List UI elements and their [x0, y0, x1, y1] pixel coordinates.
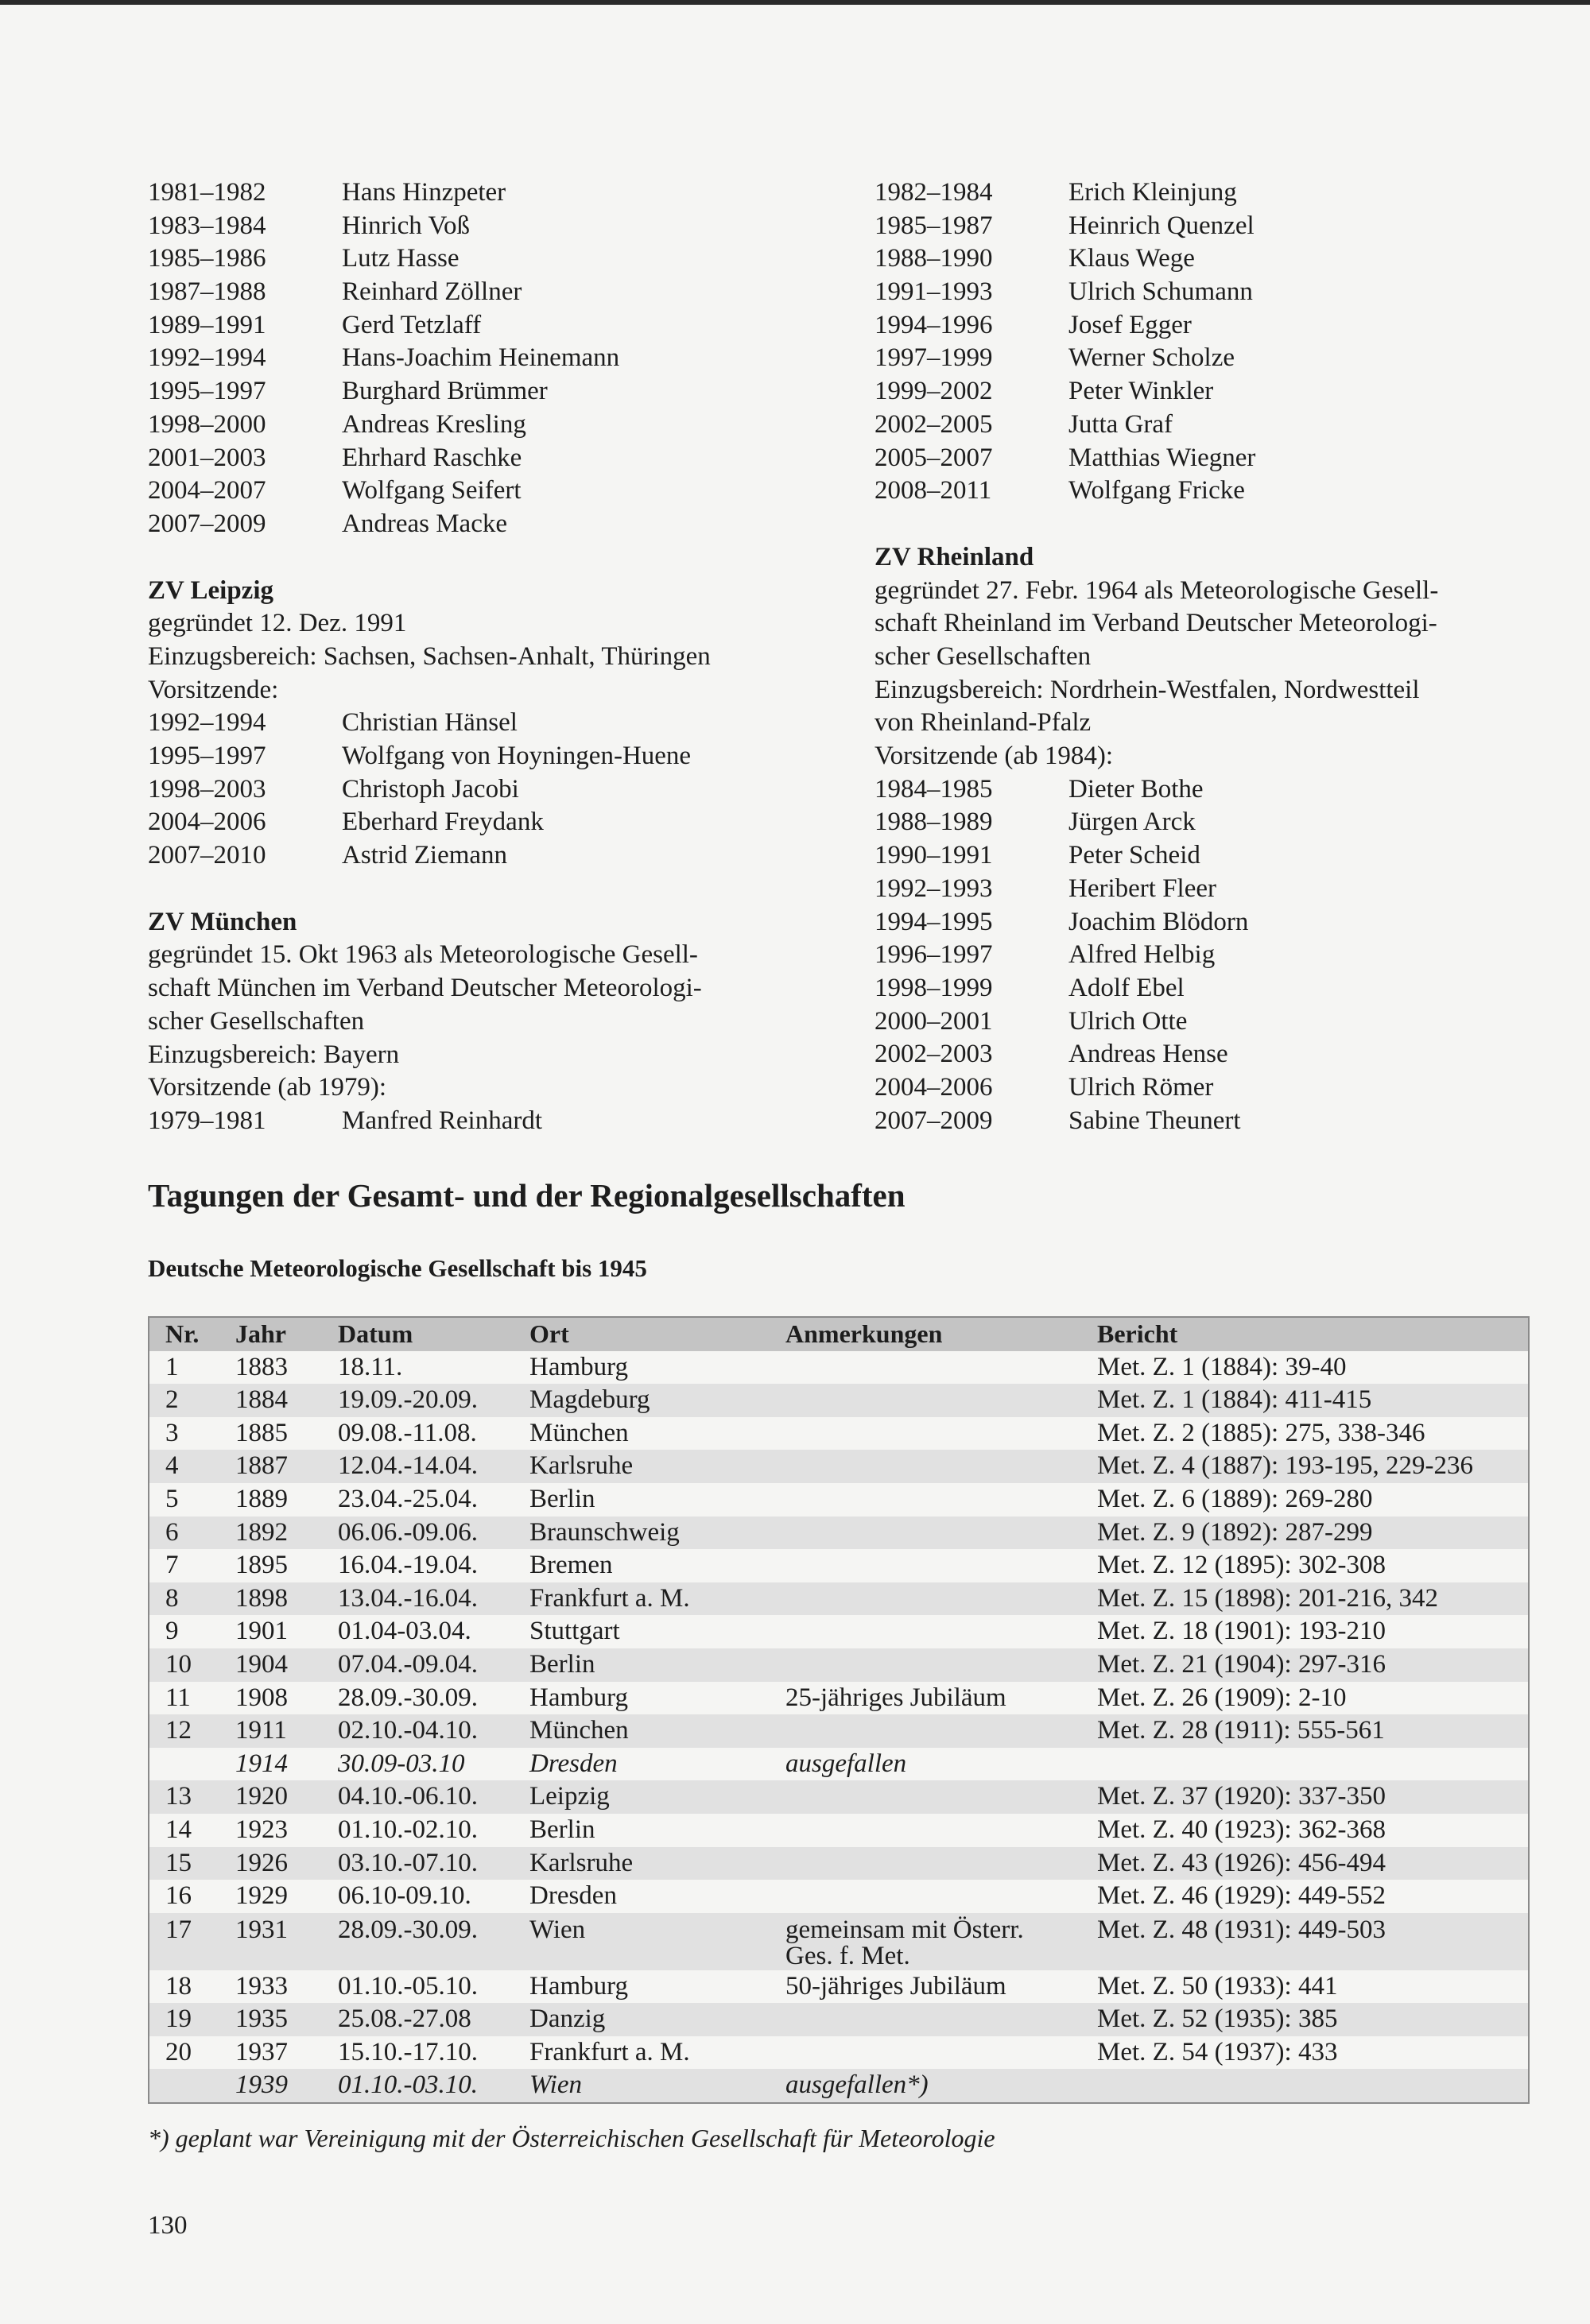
cell-anmerkungen-line2: Ges. f. Met.: [785, 1941, 910, 1970]
muenchen-heading: ZV München: [148, 907, 297, 936]
rheinland-area-line2: von Rheinland-Pfalz: [874, 708, 1092, 738]
list-item: [148, 409, 800, 442]
cell-nr: 13: [165, 1782, 192, 1811]
cell-datum: 30.09-03.10: [338, 1749, 465, 1778]
list-item: [148, 309, 800, 343]
list-item: [874, 939, 1528, 972]
term-years: 1992–1994: [148, 708, 266, 738]
chair-name: Adolf Ebel: [1068, 973, 1185, 1002]
cell-bericht: Met. Z. 54 (1937): 433: [1097, 2037, 1338, 2066]
header-nr: Nr.: [165, 1319, 200, 1348]
cell-ort: Frankfurt a. M.: [529, 2037, 690, 2066]
chair-name: Lutz Hasse: [342, 244, 460, 273]
list-item: [148, 442, 800, 475]
cell-nr: 8: [165, 1583, 179, 1613]
table-row: [149, 1748, 1528, 1781]
cell-jahr: 1895: [235, 1551, 288, 1580]
list-item: [148, 276, 800, 309]
term-years: 1982–1984: [874, 178, 993, 207]
table-row: [149, 1880, 1528, 1913]
cell-jahr: 1920: [235, 1782, 288, 1811]
muenchen-founded-line1: gegründet 15. Okt 1963 als Meteorologische Gesell-: [148, 940, 698, 970]
cell-jahr: 1935: [235, 2004, 288, 2034]
table-row: [149, 1814, 1528, 1847]
cell-ort: Frankfurt a. M.: [529, 1583, 690, 1613]
cell-nr: 12: [165, 1716, 192, 1745]
chair-name: Hans-Joachim Heinemann: [342, 343, 620, 373]
term-years: 1992–1994: [148, 343, 266, 373]
cell-ort: Karlsruhe: [529, 1848, 634, 1877]
cell-nr: 20: [165, 2037, 192, 2066]
term-years: 1989–1991: [148, 310, 266, 339]
chair-name: Peter Winkler: [1068, 377, 1214, 406]
term-years: 1998–2000: [148, 409, 266, 439]
table-row: [149, 1417, 1528, 1451]
cell-nr: 19: [165, 2004, 192, 2034]
cell-jahr: 1937: [235, 2037, 288, 2066]
cell-bericht: Met. Z. 37 (1920): 337-350: [1097, 1782, 1386, 1811]
cell-nr: 17: [165, 1915, 192, 1944]
table-row: [149, 1351, 1528, 1385]
chair-name: Matthias Wiegner: [1068, 443, 1256, 472]
cell-datum: 16.04.-19.04.: [338, 1551, 478, 1580]
chair-name: Gerd Tetzlaff: [342, 310, 482, 339]
table-row: [149, 1549, 1528, 1582]
table-row: [149, 1970, 1528, 2004]
cell-nr: 9: [165, 1617, 179, 1646]
cell-ort: Hamburg: [529, 1352, 629, 1381]
header-datum: Datum: [338, 1319, 413, 1348]
cell-datum: 18.11.: [338, 1352, 403, 1381]
term-years: 1998–1999: [874, 973, 993, 1002]
rheinland-founded-line2: schaft Rheinland im Verband Deutscher Meteorologi-: [874, 609, 1437, 638]
cell-jahr: 1892: [235, 1517, 288, 1547]
chair-name: Werner Scholze: [1068, 343, 1235, 373]
chair-name: Klaus Wege: [1068, 244, 1195, 273]
cell-jahr: 1889: [235, 1484, 288, 1513]
chair-list-continued-right: [874, 176, 1528, 508]
chair-name: Astrid Ziemann: [342, 841, 508, 870]
term-years: 1985–1987: [874, 211, 993, 240]
cell-bericht: Met. Z. 26 (1909): 2-10: [1097, 1683, 1347, 1712]
list-item: [148, 210, 800, 243]
list-item: [148, 342, 800, 375]
cell-bericht: Met. Z. 48 (1931): 449-503: [1097, 1915, 1386, 1944]
cell-nr: 5: [165, 1484, 179, 1513]
list-item: [148, 707, 800, 740]
chair-name: Andreas Kresling: [342, 409, 526, 439]
table-body: [149, 1351, 1528, 2102]
cell-ort: München: [529, 1418, 629, 1447]
cell-nr: 18: [165, 1971, 192, 2001]
subsection-title: Deutsche Meteorologische Gesellschaft bis 1945: [148, 1254, 647, 1282]
cell-datum: 15.10.-17.10.: [338, 2037, 478, 2066]
list-item: [148, 242, 800, 276]
term-years: 1999–2002: [874, 377, 993, 406]
cell-ort: Karlsruhe: [529, 1451, 634, 1481]
table-row: [149, 1714, 1528, 1748]
rheinland-area-line1: Einzugsbereich: Nordrhein-Westfalen, Nordwestteil: [874, 675, 1420, 704]
cell-datum: 01.10.-02.10.: [338, 1815, 478, 1844]
cell-datum: 28.09.-30.09.: [338, 1683, 478, 1712]
term-years: 2005–2007: [874, 443, 993, 472]
term-years: 1988–1989: [874, 808, 993, 837]
term-years: 1987–1988: [148, 277, 266, 307]
term-years: 1985–1986: [148, 244, 266, 273]
table-row: [149, 1450, 1528, 1483]
cell-jahr: 1885: [235, 1418, 288, 1447]
rheinland-founded-line1: gegründet 27. Febr. 1964 als Meteorologische Gesell-: [874, 575, 1439, 605]
list-item: [874, 176, 1528, 210]
cell-ort: Hamburg: [529, 1683, 629, 1712]
page-top-edge: [0, 0, 1590, 5]
cell-anmerkungen: 25-jähriges Jubiläum: [785, 1683, 1006, 1712]
header-ort: Ort: [529, 1319, 569, 1348]
cell-datum: 25.08.-27.08: [338, 2004, 471, 2034]
cell-bericht: Met. Z. 43 (1926): 456-494: [1097, 1848, 1386, 1877]
table-header-row: [149, 1318, 1528, 1351]
table-row: [149, 2036, 1528, 2070]
cell-nr: 10: [165, 1649, 192, 1679]
leipzig-founded: gegründet 12. Dez. 1991: [148, 609, 407, 638]
chair-name: Andreas Macke: [342, 509, 507, 538]
list-item: [874, 309, 1528, 343]
chair-name: Jürgen Arck: [1068, 808, 1196, 837]
cell-nr: 1: [165, 1352, 179, 1381]
list-item: [874, 1038, 1528, 1071]
list-item: [148, 474, 800, 508]
list-item: [148, 806, 800, 839]
term-years: 1983–1984: [148, 211, 266, 240]
muenchen-founded-line3: scher Gesellschaften: [148, 1006, 365, 1036]
cell-jahr: 1926: [235, 1848, 288, 1877]
term-years: 2007–2009: [874, 1106, 993, 1135]
chair-name: Andreas Hense: [1068, 1040, 1228, 1069]
cell-ort: Danzig: [529, 2004, 606, 2034]
cell-bericht: Met. Z. 21 (1904): 297-316: [1097, 1649, 1386, 1679]
cell-ort: Berlin: [529, 1484, 595, 1513]
list-item: [874, 906, 1528, 939]
table-row: [149, 1648, 1528, 1682]
meetings-table: [148, 1316, 1530, 2104]
list-item: [874, 839, 1528, 873]
list-item: [148, 176, 800, 210]
cell-ort: Wien: [529, 1915, 586, 1944]
table-row: [149, 1483, 1528, 1516]
term-years: 1984–1985: [874, 774, 993, 804]
term-years: 2002–2005: [874, 409, 993, 439]
table-row: [149, 1582, 1528, 1616]
chair-name: Dieter Bothe: [1068, 774, 1204, 804]
list-item: [148, 773, 800, 807]
cell-jahr: 1887: [235, 1451, 288, 1481]
table-row: [149, 2069, 1528, 2102]
right-column: [874, 176, 1528, 1137]
cell-ort: Wien: [529, 2070, 582, 2100]
cell-bericht: Met. Z. 40 (1923): 362-368: [1097, 1815, 1386, 1844]
cell-jahr: 1923: [235, 1815, 288, 1844]
list-item: [148, 508, 800, 541]
cell-jahr: 1884: [235, 1385, 288, 1415]
table-row: [149, 1384, 1528, 1417]
term-years: 1990–1991: [874, 841, 993, 870]
term-years: 1992–1993: [874, 873, 993, 903]
cell-ort: Braunschweig: [529, 1517, 680, 1547]
chair-name: Ulrich Schumann: [1068, 277, 1253, 307]
term-years: 1994–1995: [874, 907, 993, 936]
list-item: [874, 210, 1528, 243]
cell-bericht: Met. Z. 6 (1889): 269-280: [1097, 1484, 1373, 1513]
leipzig-chairs-label: Vorsitzende:: [148, 675, 279, 704]
cell-jahr: 1898: [235, 1583, 288, 1613]
rheinland-founded-line3: scher Gesellschaften: [874, 641, 1092, 671]
cell-anmerkungen: [785, 1917, 1024, 1970]
cell-anmerkungen: ausgefallen*): [785, 2070, 929, 2100]
chair-name: Burghard Brümmer: [342, 377, 548, 406]
term-years: 2004–2006: [148, 808, 266, 837]
left-column: [148, 176, 800, 1138]
chair-name: Erich Kleinjung: [1068, 178, 1237, 207]
cell-anmerkungen: 50-jähriges Jubiläum: [785, 1971, 1006, 2001]
footnote: *) geplant war Vereinigung mit der Österreichischen Gesellschaft für Meteorologie: [148, 2124, 995, 2152]
cell-bericht: Met. Z. 4 (1887): 193-195, 229-236: [1097, 1451, 1473, 1481]
leipzig-chair-list: [148, 707, 800, 872]
chair-name: Eberhard Freydank: [342, 808, 544, 837]
section-title: Tagungen der Gesamt- und der Regionalgesellschaften: [148, 1177, 906, 1214]
term-years: 1994–1996: [874, 310, 993, 339]
cell-jahr: 1901: [235, 1617, 288, 1646]
cell-nr: 7: [165, 1551, 179, 1580]
cell-bericht: Met. Z. 1 (1884): 39-40: [1097, 1352, 1347, 1381]
cell-ort: Dresden: [529, 1881, 617, 1911]
cell-datum: 23.04.-25.04.: [338, 1484, 478, 1513]
table-row: [149, 1615, 1528, 1648]
list-item: [874, 276, 1528, 309]
cell-anmerkungen-line1: gemeinsam mit Österr.: [785, 1915, 1024, 1944]
cell-datum: 01.04-03.04.: [338, 1617, 471, 1646]
cell-jahr: 1931: [235, 1915, 288, 1944]
cell-bericht: Met. Z. 46 (1929): 449-552: [1097, 1881, 1386, 1911]
cell-jahr: 1933: [235, 1971, 288, 2001]
chair-name: Alfred Helbig: [1068, 940, 1216, 970]
header-anmerkungen: Anmerkungen: [785, 1319, 943, 1348]
rheinland-heading: ZV Rheinland: [874, 542, 1034, 571]
cell-datum: 06.06.-09.06.: [338, 1517, 478, 1547]
list-item: [874, 1005, 1528, 1039]
list-item: [874, 773, 1528, 807]
list-item: [874, 474, 1528, 508]
cell-ort: Stuttgart: [529, 1617, 620, 1646]
cell-datum: 02.10.-04.10.: [338, 1716, 478, 1745]
list-item: [874, 873, 1528, 906]
cell-nr: 3: [165, 1418, 179, 1447]
term-years: 1995–1997: [148, 377, 266, 406]
cell-datum: 03.10.-07.10.: [338, 1848, 478, 1877]
cell-jahr: 1904: [235, 1649, 288, 1679]
cell-jahr: 1929: [235, 1881, 288, 1911]
list-item: [874, 342, 1528, 375]
chair-name: Ulrich Otte: [1068, 1006, 1188, 1036]
cell-ort: Berlin: [529, 1649, 595, 1679]
cell-datum: 19.09.-20.09.: [338, 1385, 478, 1415]
chair-name: Joachim Blödorn: [1068, 907, 1249, 936]
chair-name: Wolfgang Fricke: [1068, 476, 1245, 505]
cell-datum: 07.04.-09.04.: [338, 1649, 478, 1679]
chair-name: Heribert Fleer: [1068, 873, 1216, 903]
cell-jahr: 1908: [235, 1683, 288, 1712]
cell-datum: 28.09.-30.09.: [338, 1915, 478, 1944]
cell-jahr: 1911: [235, 1716, 287, 1745]
list-item: [148, 740, 800, 773]
leipzig-heading: ZV Leipzig: [148, 575, 273, 605]
cell-ort: Bremen: [529, 1551, 613, 1580]
cell-datum: 09.08.-11.08.: [338, 1418, 477, 1447]
cell-datum: 13.04.-16.04.: [338, 1583, 478, 1613]
term-years: 1998–2003: [148, 774, 266, 804]
chair-name: Peter Scheid: [1068, 841, 1200, 870]
chair-name: Sabine Theunert: [1068, 1106, 1241, 1135]
list-item: [874, 1105, 1528, 1138]
cell-nr: 11: [165, 1683, 191, 1712]
cell-jahr: 1883: [235, 1352, 288, 1381]
cell-jahr: 1914: [235, 1749, 288, 1778]
cell-bericht: Met. Z. 50 (1933): 441: [1097, 1971, 1338, 2001]
chair-name: Christoph Jacobi: [342, 774, 519, 804]
list-item: [874, 972, 1528, 1005]
cell-datum: 04.10.-06.10.: [338, 1782, 478, 1811]
chair-name: Wolfgang von Hoyningen-Huene: [342, 742, 692, 771]
cell-bericht: Met. Z. 12 (1895): 302-308: [1097, 1551, 1386, 1580]
term-years: 1981–1982: [148, 178, 266, 207]
rheinland-chairs-label: Vorsitzende (ab 1984):: [874, 742, 1113, 771]
chair-name: Reinhard Zöllner: [342, 277, 522, 307]
cell-ort: Berlin: [529, 1815, 595, 1844]
muenchen-area: Einzugsbereich: Bayern: [148, 1040, 400, 1069]
table-row: [149, 1682, 1528, 1715]
chair-name: Ulrich Römer: [1068, 1072, 1214, 1102]
muenchen-chairs-label: Vorsitzende (ab 1979):: [148, 1073, 386, 1102]
cell-bericht: Met. Z. 9 (1892): 287-299: [1097, 1517, 1373, 1547]
cell-nr: 16: [165, 1881, 192, 1911]
table-row: [149, 1516, 1528, 1550]
leipzig-area: Einzugsbereich: Sachsen, Sachsen-Anhalt, Thüringen: [148, 641, 711, 671]
table-row: [149, 1847, 1528, 1881]
cell-datum: 01.10.-03.10.: [338, 2070, 478, 2100]
chair-name: Christian Hänsel: [342, 708, 518, 738]
term-years: 2004–2007: [148, 476, 266, 505]
chair-name: Ehrhard Raschke: [342, 443, 522, 472]
cell-ort: Leipzig: [529, 1782, 610, 1811]
term-years: 1997–1999: [874, 343, 993, 373]
term-years: 2007–2010: [148, 841, 266, 870]
chair-name: Manfred Reinhardt: [342, 1106, 542, 1135]
cell-datum: 01.10.-05.10.: [338, 1971, 478, 2001]
list-item: [874, 806, 1528, 839]
list-item: [148, 839, 800, 873]
term-years: 1988–1990: [874, 244, 993, 273]
term-years: 2001–2003: [148, 443, 266, 472]
cell-bericht: Met. Z. 15 (1898): 201-216, 342: [1097, 1583, 1438, 1613]
list-item: [874, 1071, 1528, 1105]
term-years: 1996–1997: [874, 940, 993, 970]
term-years: 1991–1993: [874, 277, 993, 307]
cell-nr: 14: [165, 1815, 192, 1844]
header-jahr: Jahr: [235, 1319, 286, 1348]
table-row: [149, 2003, 1528, 2036]
term-years: 2002–2003: [874, 1040, 993, 1069]
term-years: 1979–1981: [148, 1106, 266, 1135]
cell-bericht: Met. Z. 18 (1901): 193-210: [1097, 1617, 1386, 1646]
cell-nr: 6: [165, 1517, 179, 1547]
table-row: [149, 1780, 1528, 1814]
cell-ort: Hamburg: [529, 1971, 629, 2001]
chair-name: Hans Hinzpeter: [342, 178, 506, 207]
muenchen-chair-list: [148, 1105, 800, 1138]
cell-nr: 15: [165, 1848, 192, 1877]
chair-name: Hinrich Voß: [342, 211, 471, 240]
term-years: 1995–1997: [148, 742, 266, 771]
cell-nr: 2: [165, 1385, 179, 1415]
list-item: [148, 375, 800, 409]
list-item: [148, 1105, 800, 1138]
page-number: 130: [148, 2211, 188, 2240]
chair-name: Wolfgang Seifert: [342, 476, 522, 505]
chair-name: Heinrich Quenzel: [1068, 211, 1255, 240]
cell-nr: 4: [165, 1451, 179, 1481]
muenchen-founded-line2: schaft München im Verband Deutscher Meteorologi-: [148, 974, 702, 1003]
chair-name: Jutta Graf: [1068, 409, 1173, 439]
chair-name: Josef Egger: [1068, 310, 1192, 339]
term-years: 2000–2001: [874, 1006, 993, 1036]
list-item: [874, 409, 1528, 442]
term-years: 2004–2006: [874, 1072, 993, 1102]
cell-jahr: 1939: [235, 2070, 288, 2100]
cell-datum: 12.04.-14.04.: [338, 1451, 478, 1481]
list-item: [874, 442, 1528, 475]
table-row: [149, 1913, 1528, 1970]
term-years: 2008–2011: [874, 476, 992, 505]
cell-bericht: Met. Z. 52 (1935): 385: [1097, 2004, 1338, 2034]
header-bericht: Bericht: [1097, 1319, 1178, 1348]
cell-ort: Dresden: [529, 1749, 618, 1778]
cell-bericht: Met. Z. 1 (1884): 411-415: [1097, 1385, 1372, 1415]
cell-anmerkungen: ausgefallen: [785, 1749, 907, 1778]
cell-ort: München: [529, 1716, 629, 1745]
term-years: 2007–2009: [148, 509, 266, 538]
cell-bericht: Met. Z. 28 (1911): 555-561: [1097, 1716, 1385, 1745]
list-item: [874, 242, 1528, 276]
cell-ort: Magdeburg: [529, 1385, 650, 1415]
rheinland-chair-list: [874, 773, 1528, 1138]
list-item: [874, 375, 1528, 409]
cell-bericht: Met. Z. 2 (1885): 275, 338-346: [1097, 1418, 1425, 1447]
cell-datum: 06.10-09.10.: [338, 1881, 471, 1911]
chair-list-continued: [148, 176, 800, 541]
